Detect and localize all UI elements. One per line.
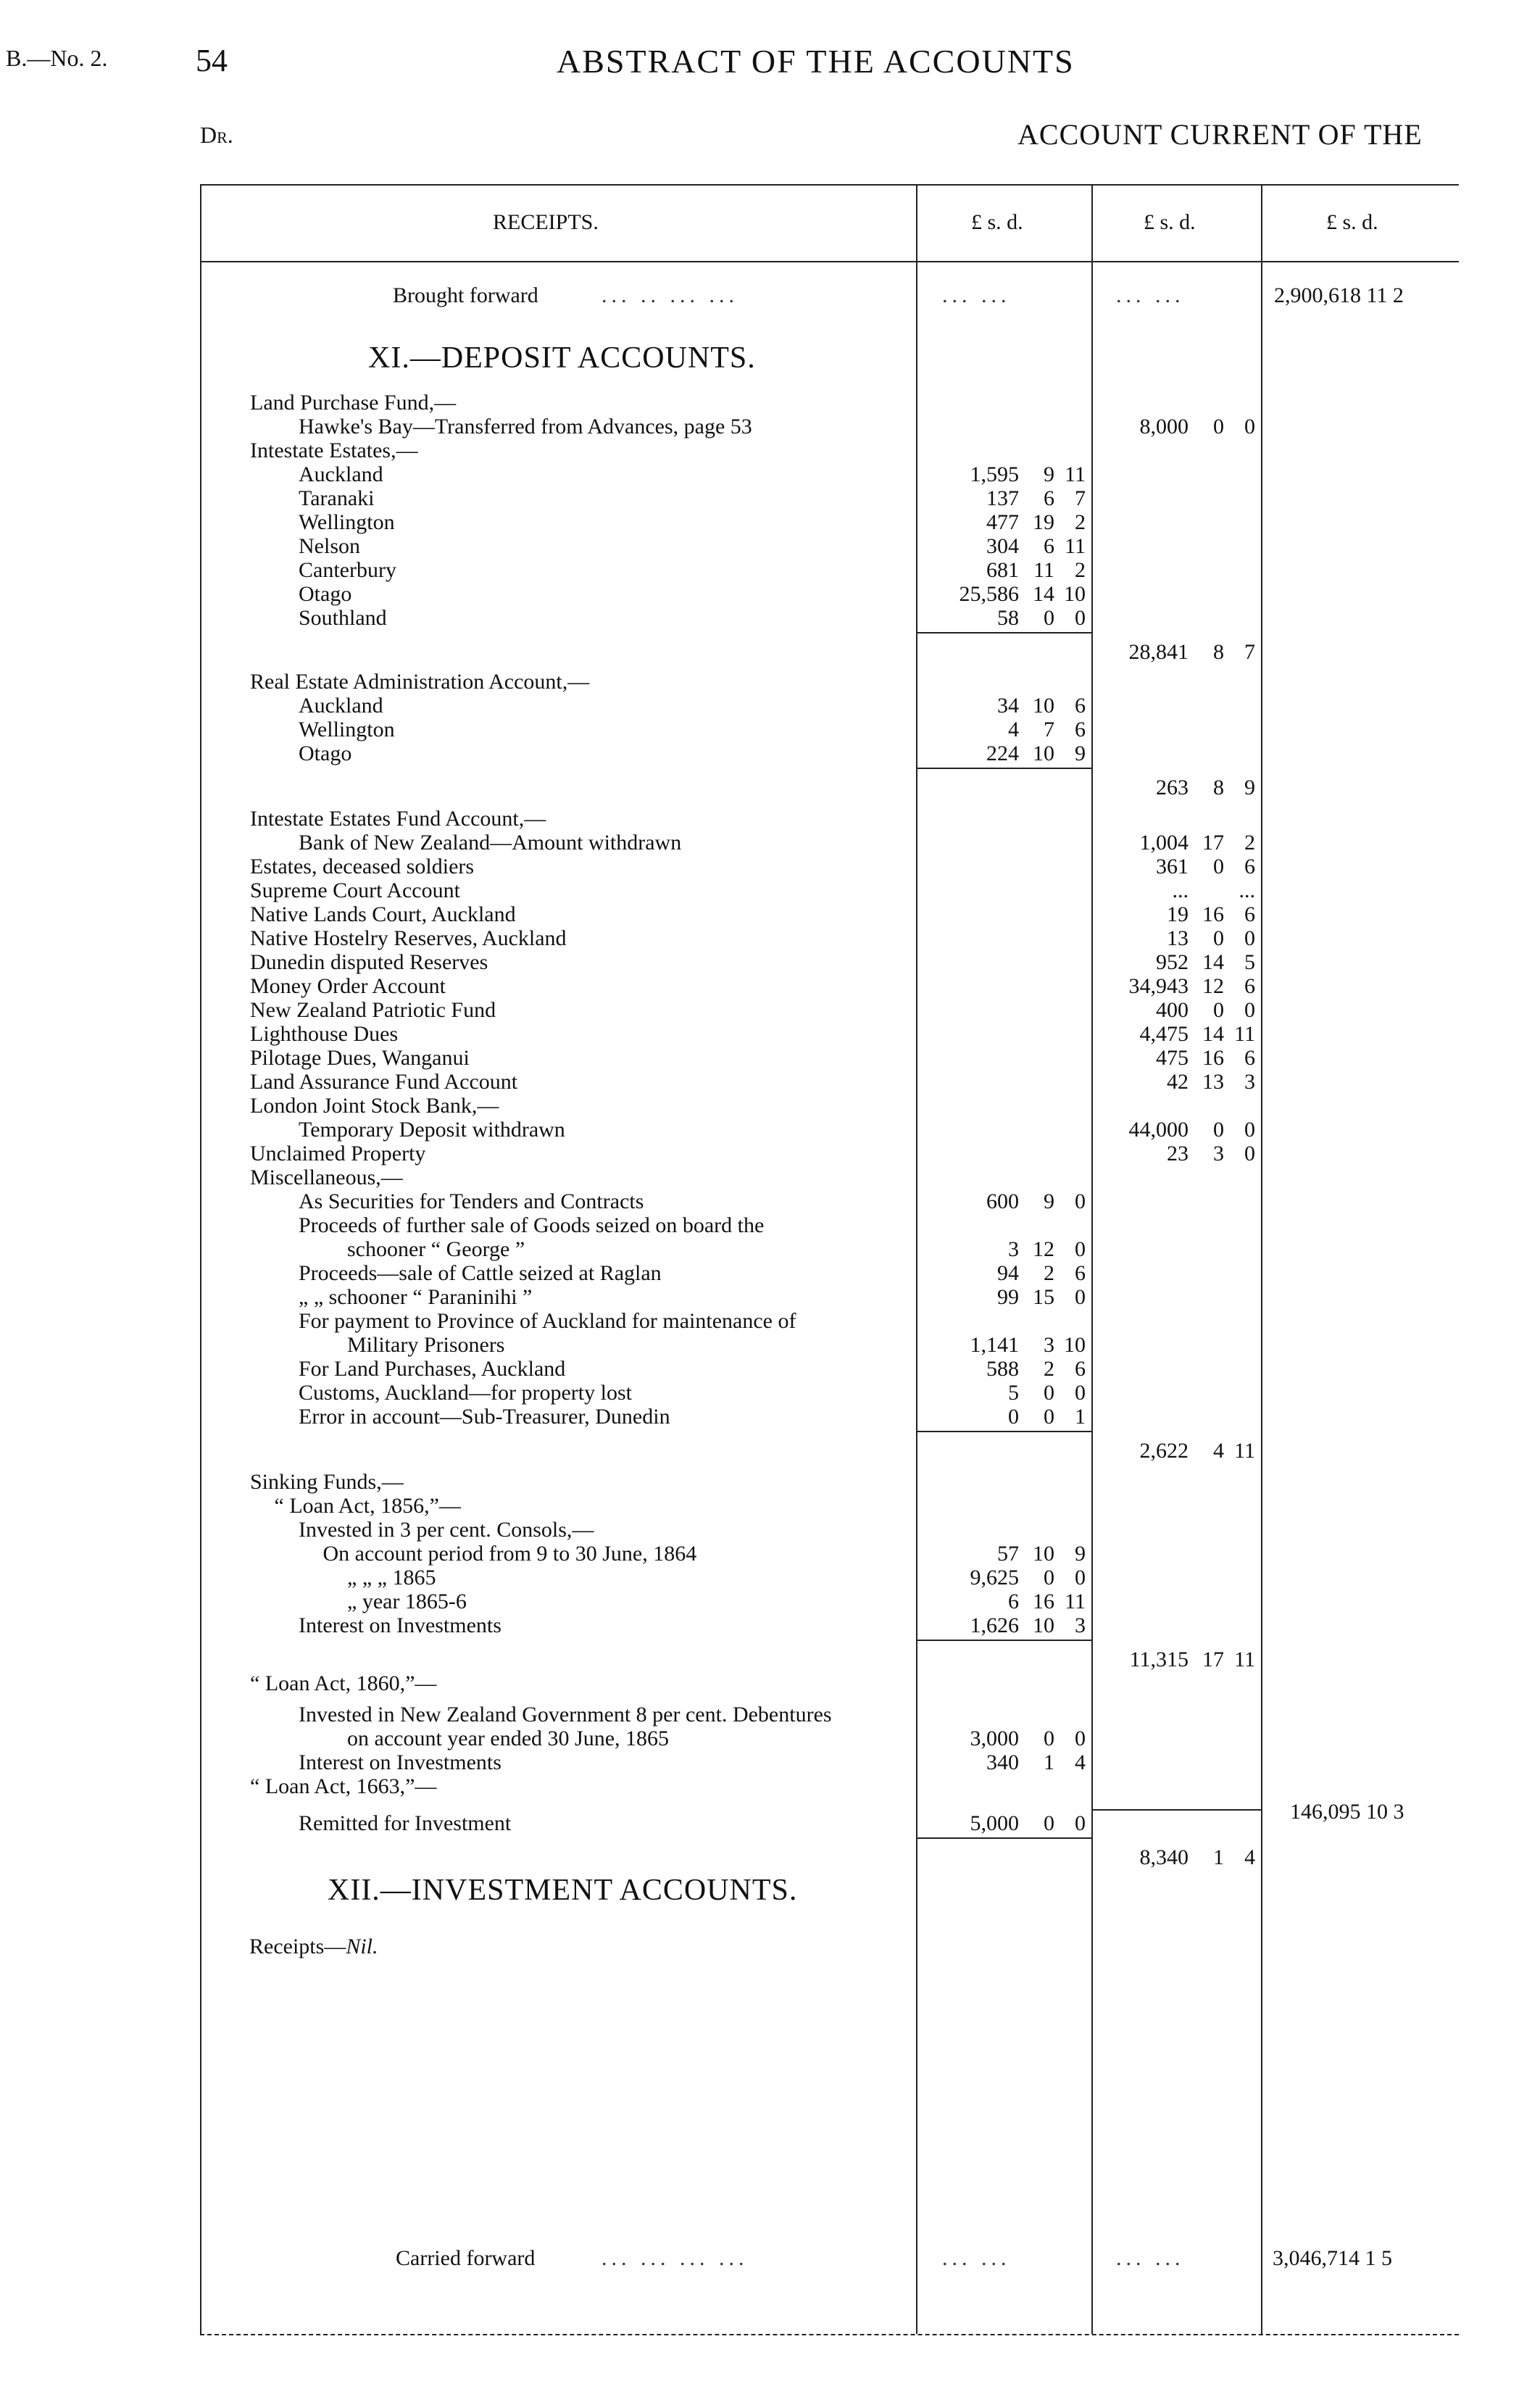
section-xii-heading: XII.—INVESTMENT ACCOUNTS. xyxy=(328,1874,798,1907)
account-subtitle: ACCOUNT CURRENT OF THE xyxy=(1017,118,1423,151)
receipts-header: RECEIPTS. xyxy=(493,210,599,234)
item-amount: 4 7 6 xyxy=(1008,718,1086,741)
item-amount: 9,625 0 0 xyxy=(970,1566,1086,1590)
subtotal-amount: 8,340 1 4 xyxy=(1139,1845,1255,1869)
deposit-accounts-total: 146,095 10 3 xyxy=(1290,1800,1404,1824)
row-label: Native Lands Court, Auckland xyxy=(250,902,516,926)
col3-divider xyxy=(1261,184,1262,2334)
brought-forward-total: 2,900,618 11 2 xyxy=(1274,283,1404,307)
item-amount: 5 0 0 xyxy=(1008,1381,1086,1405)
row-label: Native Hostelry Reserves, Auckland xyxy=(250,926,567,950)
table-top-rule xyxy=(200,184,1459,186)
row-label: schooner “ George ” xyxy=(347,1237,525,1261)
item-amount: 3 12 0 xyxy=(1008,1237,1086,1261)
item-amount: 224 10 9 xyxy=(986,741,1086,765)
row-label: Hawke's Bay—Transferred from Advances, page 53 xyxy=(299,415,752,439)
account-amount: 475 16 6 xyxy=(1156,1046,1255,1070)
row-label: Land Assurance Fund Account xyxy=(250,1070,518,1094)
item-amount: 34 10 6 xyxy=(997,694,1086,718)
row-label: Interest on Investments xyxy=(299,1750,501,1774)
row-label: On account period from 9 to 30 June, 1864 xyxy=(322,1542,697,1566)
row-label: Otago xyxy=(299,741,352,765)
item-amount: 58 0 0 xyxy=(997,606,1086,630)
subtotal-rule xyxy=(916,632,1091,633)
receipts-nil: Receipts—Nil. xyxy=(249,1935,378,1958)
row-label: Auckland xyxy=(299,694,383,718)
page-number: 54 xyxy=(196,43,228,78)
row-label: Temporary Deposit withdrawn xyxy=(299,1118,565,1142)
account-amount: 13 0 0 xyxy=(1167,926,1255,950)
row-label: Intestate Estates,— xyxy=(250,439,418,462)
item-amount: 57 10 9 xyxy=(997,1542,1086,1566)
item-amount: 3,000 0 0 xyxy=(970,1727,1086,1750)
item-amount: 6 16 11 xyxy=(1008,1590,1086,1613)
row-label: Wellington xyxy=(299,510,395,534)
item-amount: 1,595 9 11 xyxy=(970,462,1086,486)
row-label: Miscellaneous,— xyxy=(250,1166,403,1189)
row-label: Estates, deceased soldiers xyxy=(250,855,475,878)
row-label: Proceeds—sale of Cattle seized at Raglan xyxy=(299,1261,662,1285)
subtotal-rule xyxy=(916,1431,1091,1432)
account-amount: 400 0 0 xyxy=(1156,998,1255,1022)
item-amount: 1,141 3 10 xyxy=(970,1333,1086,1357)
subtotal-rule xyxy=(916,1640,1091,1641)
page-title: ABSTRACT OF THE ACCOUNTS xyxy=(557,43,1075,80)
row-label: Lighthouse Dues xyxy=(250,1022,399,1046)
item-amount: 340 1 4 xyxy=(986,1750,1086,1774)
account-amount: 8,000 0 0 xyxy=(1139,415,1255,439)
row-label: For payment to Province of Auckland for maintenance of xyxy=(299,1309,796,1333)
col2-header: £ s. d. xyxy=(1144,210,1196,234)
item-amount: 137 6 7 xyxy=(986,486,1086,510)
row-label: Remitted for Investment xyxy=(299,1811,512,1835)
item-amount: 304 6 11 xyxy=(986,534,1086,558)
subtotal-amount: 2,622 4 11 xyxy=(1139,1439,1255,1463)
row-label: Military Prisoners xyxy=(347,1333,505,1357)
col3-header: £ s. d. xyxy=(1326,210,1378,234)
account-amount: 361 0 6 xyxy=(1156,855,1255,878)
row-label: Error in account—Sub-Treasurer, Dunedin xyxy=(299,1405,670,1429)
item-amount: 600 9 0 xyxy=(986,1189,1086,1213)
account-amount: 23 3 0 xyxy=(1167,1142,1255,1166)
row-label: Southland xyxy=(299,606,387,630)
account-amount: 34,943 12 6 xyxy=(1128,974,1255,998)
subtotal-rule-final xyxy=(1091,1809,1261,1811)
subtotal-amount: 263 8 9 xyxy=(1156,776,1255,799)
account-amount: 952 14 5 xyxy=(1156,950,1255,974)
row-label: New Zealand Patriotic Fund xyxy=(250,998,496,1022)
row-label: Invested in 3 per cent. Consols,— xyxy=(299,1518,594,1542)
row-label: „ „ schooner “ Paraninihi ” xyxy=(299,1285,533,1309)
col2-divider xyxy=(1091,184,1093,2334)
row-label: Proceeds of further sale of Goods seized on board the xyxy=(299,1213,765,1237)
item-amount: 94 2 6 xyxy=(997,1261,1086,1285)
row-label: As Securities for Tenders and Contracts xyxy=(299,1189,644,1213)
item-amount: 0 0 1 xyxy=(1008,1405,1086,1429)
carried-forward-label: Carried forward xyxy=(396,2246,536,2270)
row-label: Supreme Court Account xyxy=(250,878,460,902)
row-label: Canterbury xyxy=(299,558,396,582)
row-label: Wellington xyxy=(299,718,395,741)
account-amount: 19 16 6 xyxy=(1167,902,1255,926)
row-label: „ year 1865-6 xyxy=(347,1590,467,1613)
item-amount: 477 19 2 xyxy=(986,510,1086,534)
row-label: Taranaki xyxy=(299,486,375,510)
row-label: Real Estate Administration Account,— xyxy=(250,670,590,694)
item-amount: 5,000 0 0 xyxy=(970,1811,1086,1835)
row-label: “ Loan Act, 1856,”— xyxy=(274,1494,461,1518)
item-amount: 588 2 6 xyxy=(986,1357,1086,1381)
col1-header: £ s. d. xyxy=(971,210,1023,234)
row-label: Customs, Auckland—for property lost xyxy=(299,1381,632,1405)
row-label: Intestate Estates Fund Account,— xyxy=(250,807,546,831)
brought-forward-label: Brought forward xyxy=(393,283,538,307)
row-label: Unclaimed Property xyxy=(250,1142,426,1166)
row-label: Bank of New Zealand—Amount withdrawn xyxy=(299,831,682,855)
row-label: on account year ended 30 June, 1865 xyxy=(347,1727,670,1750)
debit-side-label: Dr. xyxy=(200,122,233,148)
row-label: Auckland xyxy=(299,462,383,486)
subtotal-amount: 28,841 8 7 xyxy=(1128,640,1255,664)
row-label: For Land Purchases, Auckland xyxy=(299,1357,566,1381)
row-label: Pilotage Dues, Wanganui xyxy=(250,1046,470,1070)
table-bottom-rule xyxy=(200,2334,1459,2335)
subtotal-rule xyxy=(916,768,1091,769)
account-amount: 44,000 0 0 xyxy=(1128,1118,1255,1142)
row-label: Sinking Funds,— xyxy=(250,1470,404,1494)
item-amount: 681 11 2 xyxy=(986,558,1086,582)
row-label: “ Loan Act, 1860,”— xyxy=(250,1671,437,1695)
row-label: „ „ „ 1865 xyxy=(347,1566,436,1590)
row-label: Land Purchase Fund,— xyxy=(250,391,457,415)
col1-divider xyxy=(916,184,917,2334)
account-amount: ... ... xyxy=(1172,878,1255,902)
row-label: Interest on Investments xyxy=(299,1613,501,1637)
section-xi-heading: XI.—DEPOSIT ACCOUNTS. xyxy=(368,341,756,375)
item-amount: 25,586 14 10 xyxy=(959,582,1086,606)
row-label: Money Order Account xyxy=(250,974,446,998)
account-amount: 42 13 3 xyxy=(1167,1070,1255,1094)
item-amount: 99 15 0 xyxy=(997,1285,1086,1309)
page-reference: B.—No. 2. xyxy=(6,45,108,71)
account-amount: 4,475 14 11 xyxy=(1139,1022,1255,1046)
row-label: Dunedin disputed Reserves xyxy=(250,950,488,974)
row-label: Invested in New Zealand Government 8 per cent. Debentures xyxy=(299,1703,832,1727)
row-label: Nelson xyxy=(299,534,360,558)
carried-forward-total: 3,046,714 1 5 xyxy=(1273,2246,1392,2270)
table-left-border xyxy=(200,184,201,2334)
subtotal-rule xyxy=(916,1837,1091,1839)
row-label: Otago xyxy=(299,582,352,606)
row-label: London Joint Stock Bank,— xyxy=(250,1094,499,1118)
header-bottom-rule xyxy=(200,261,1459,262)
item-amount: 1,626 10 3 xyxy=(970,1613,1086,1637)
row-label: “ Loan Act, 1663,”— xyxy=(250,1774,437,1798)
subtotal-amount: 11,315 17 11 xyxy=(1129,1648,1255,1671)
account-amount: 1,004 17 2 xyxy=(1139,831,1255,855)
